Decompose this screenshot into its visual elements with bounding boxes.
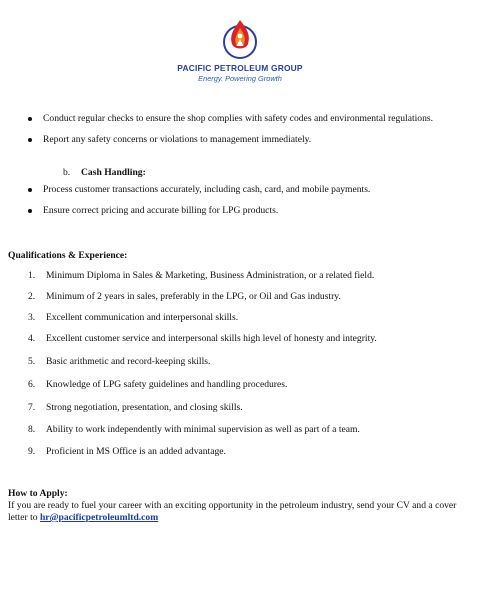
safety-bullet-list bbox=[24, 113, 433, 155]
item-number: 6. bbox=[28, 379, 36, 390]
item-number: 9. bbox=[28, 446, 36, 457]
list-item: Report any safety concerns or violations to management immediately. bbox=[24, 134, 433, 155]
item-number: 7. bbox=[28, 402, 36, 413]
item-number: 5. bbox=[28, 356, 36, 367]
item-text: Proficient in MS Office is an added advantage. bbox=[46, 446, 226, 457]
item-text: Ability to work independently with minimal supervision as well as part of a team. bbox=[46, 424, 360, 435]
item-text: Excellent communication and interpersonal skills. bbox=[46, 312, 239, 323]
list-item bbox=[28, 270, 374, 282]
item-number: 2. bbox=[28, 291, 36, 302]
subheading-letter: b. bbox=[63, 167, 71, 178]
list-item bbox=[28, 379, 287, 391]
cash-handling-bullet-list bbox=[24, 184, 370, 226]
item-text: Basic arithmetic and record-keeping skills. bbox=[46, 356, 211, 367]
list-item bbox=[28, 291, 341, 303]
item-number: 8. bbox=[28, 424, 36, 435]
how-to-apply-paragraph bbox=[8, 500, 470, 524]
list-item bbox=[28, 333, 377, 345]
company-name: PACIFIC PETROLEUM GROUP bbox=[177, 63, 303, 73]
list-item bbox=[28, 356, 210, 368]
item-text: Knowledge of LPG safety guidelines and handling procedures. bbox=[46, 379, 288, 390]
email-link[interactable]: hr@pacificpetroleumltd.com bbox=[39, 511, 159, 523]
how-to-apply-heading: How to Apply: bbox=[8, 488, 68, 499]
logo-header bbox=[0, 16, 480, 83]
item-text: Excellent customer service and interpersonal skills high level of honesty and integrity. bbox=[46, 333, 377, 344]
apply-text: If you are ready to fuel your career with an exciting opportunity in the petroleum industry, send your CV and a cover letter to bbox=[8, 500, 457, 523]
item-text: Minimum of 2 years in sales, preferably in the LPG, or Oil and Gas industry. bbox=[46, 291, 341, 302]
cash-handling-subheading bbox=[63, 167, 146, 179]
item-number: 3. bbox=[28, 312, 36, 323]
list-item bbox=[28, 312, 238, 324]
flame-person-logo-icon bbox=[220, 16, 260, 62]
list-item: Process customer transactions accurately, including cash, card, and mobile payments. bbox=[24, 184, 370, 205]
list-item bbox=[28, 446, 226, 458]
item-number: 1. bbox=[28, 270, 36, 281]
qualifications-heading: Qualifications & Experience: bbox=[8, 250, 128, 261]
company-tagline: Energy. Powering Growth bbox=[198, 73, 282, 83]
item-text: Minimum Diploma in Sales & Marketing, Business Administration, or a related field. bbox=[46, 270, 375, 281]
list-item bbox=[28, 424, 360, 436]
item-number: 4. bbox=[28, 333, 36, 344]
list-item bbox=[28, 402, 243, 414]
list-item: Ensure correct pricing and accurate billing for LPG products. bbox=[24, 205, 370, 226]
item-text: Strong negotiation, presentation, and closing skills. bbox=[46, 402, 243, 413]
list-item: Conduct regular checks to ensure the shop complies with safety codes and environmental regulations. bbox=[24, 113, 433, 134]
subheading-title: Cash Handling: bbox=[81, 167, 146, 178]
